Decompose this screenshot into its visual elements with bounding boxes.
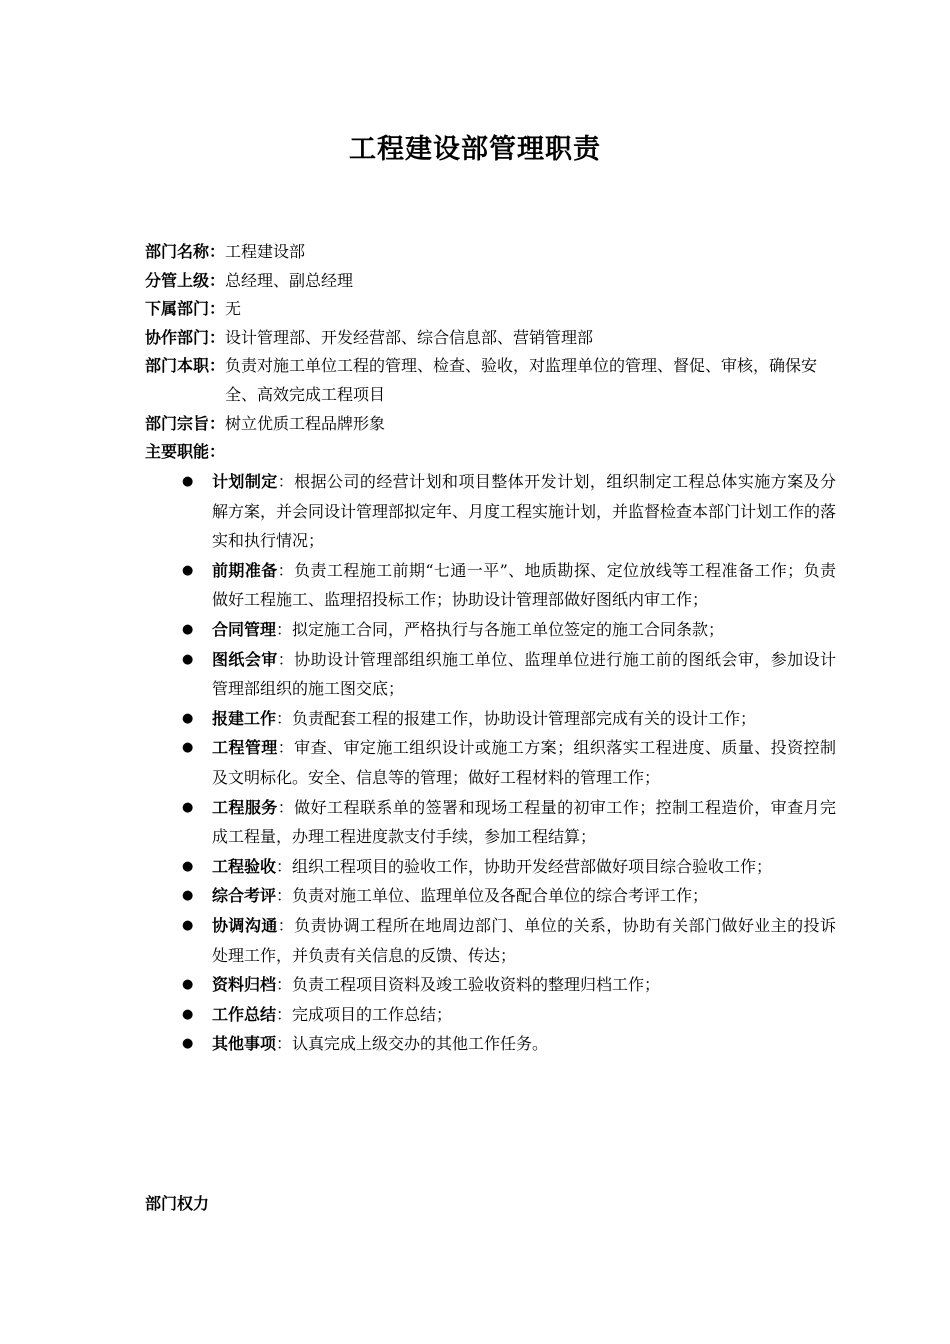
duty-description: ：负责工程施工前期“七通一平”、地质勘探、定位放线等工程准备工作；负责做好工程施工、监理招投标工作；协助设计管理部做好图纸内审工作； [212, 560, 836, 610]
duty-text [212, 881, 836, 911]
duty-name: 综合考评 [212, 886, 277, 906]
info-row-supervisor [145, 267, 835, 296]
duties-list [176, 467, 836, 1059]
duty-description: ：协助设计管理部组织施工单位、监理单位进行施工前的图纸会审，参加设计管理部组织的施工图交底； [212, 649, 836, 699]
duty-text [212, 793, 836, 852]
duty-description: ：完成项目的工作总结； [276, 1004, 453, 1024]
bullet-icon: ● [182, 1036, 194, 1052]
duty-name: 其他事项 [212, 1034, 277, 1054]
duty-description: ：负责对施工单位、监理单位及各配合单位的综合考评工作； [276, 886, 709, 906]
list-item [176, 645, 836, 704]
bullet-icon: ● [182, 740, 194, 756]
list-item [176, 556, 836, 615]
duty-text [212, 1000, 836, 1030]
bullet-icon: ● [182, 917, 194, 933]
duty-text [212, 467, 836, 556]
bullet-icon: ● [182, 888, 194, 904]
list-item [176, 467, 836, 556]
list-item [176, 793, 836, 852]
duty-description: ：做好工程联系单的签署和现场工程量的初审工作；控制工程造价，审查月完成工程量，办理工程进度款支付手续，参加工程结算； [212, 797, 836, 847]
bullet-icon: ● [182, 799, 194, 815]
duty-text [212, 852, 836, 882]
duty-text [212, 911, 836, 970]
duty-text [212, 970, 836, 1000]
info-row-purpose [145, 410, 835, 439]
duty-name: 前期准备 [212, 560, 278, 580]
duty-description: ：负责配套工程的报建工作，协助设计管理部完成有关的设计工作； [276, 708, 757, 728]
info-label: 主要职能 [145, 442, 210, 462]
info-colon: ： [209, 270, 226, 290]
info-label: 部门本职 [145, 356, 210, 376]
list-item [176, 970, 836, 1000]
duty-name: 工程管理 [212, 738, 278, 758]
info-value: 总经理、副总经理 [225, 270, 354, 290]
duty-description: ：负责工程项目资料及竣工验收资料的整理归档工作； [276, 975, 661, 995]
duty-text [212, 615, 836, 645]
info-row-department-name [145, 238, 835, 267]
duty-text [212, 645, 836, 704]
duty-text [212, 1029, 836, 1059]
duty-name: 工程服务 [212, 797, 278, 817]
bullet-icon: ● [182, 977, 194, 993]
duty-description: ：组织工程项目的验收工作，协助开发经营部做好项目综合验收工作； [276, 856, 773, 876]
bullet-icon: ● [182, 1006, 194, 1022]
bullet-icon: ● [182, 474, 194, 489]
bullet-icon: ● [182, 621, 194, 637]
department-info [145, 238, 835, 467]
info-row-cooperation [145, 324, 835, 353]
list-item [176, 1000, 836, 1030]
duty-name: 合同管理 [212, 619, 277, 639]
duty-name: 图纸会审 [212, 649, 278, 669]
duty-description: ：拟定施工合同，严格执行与各施工单位签定的施工合同条款； [276, 619, 725, 639]
info-label: 下属部门 [145, 299, 210, 319]
info-colon: ： [209, 242, 226, 261]
info-colon: ： [209, 327, 226, 347]
duty-description: ：负责协调工程所在地周边部门、单位的关系，协助有关部门做好业主的投诉处理工作，并负责有关信息的反馈、传达； [212, 915, 836, 965]
duty-name: 工程验收 [212, 856, 277, 876]
info-value: 设计管理部、开发经营部、综合信息部、营销管理部 [225, 327, 594, 347]
info-colon: ： [209, 413, 226, 433]
info-row-core-duty [145, 352, 835, 409]
duty-name: 协调沟通 [212, 915, 278, 935]
duty-name: 报建工作 [212, 708, 277, 728]
list-item [176, 704, 836, 734]
duty-text [212, 704, 836, 734]
duty-description: ：审查、审定施工组织设计或施工方案；组织落实工程进度、质量、投资控制及文明标化。安全、信息等的管理；做好工程材料的管理工作； [212, 738, 836, 787]
info-label: 协作部门 [145, 327, 210, 347]
list-item [176, 615, 836, 645]
bullet-icon: ● [182, 710, 194, 726]
duty-name: 计划制定 [212, 472, 278, 491]
info-value: 负责对施工单位工程的管理、检查、验收，对监理单位的管理、督促、审核，确保安全、高效完成工程项目 [225, 356, 818, 404]
info-value: 树立优质工程品牌形象 [225, 413, 386, 433]
info-value: 工程建设部 [225, 242, 306, 261]
info-colon: ： [209, 299, 226, 319]
info-colon: ： [209, 356, 226, 376]
info-row-main-functions [145, 438, 835, 467]
info-colon: ： [209, 442, 226, 462]
section-heading-department-authority: 部门权力 [145, 1194, 210, 1213]
list-item [176, 852, 836, 882]
list-item [176, 733, 836, 792]
bullet-icon: ● [182, 651, 194, 667]
duty-name: 工作总结 [212, 1004, 277, 1024]
duty-name: 资料归档 [212, 975, 277, 995]
duty-text [212, 556, 836, 615]
list-item [176, 911, 836, 970]
info-value: 无 [225, 299, 242, 319]
bullet-icon: ● [182, 562, 194, 578]
info-label: 部门名称 [145, 242, 210, 261]
duty-description: ：认真完成上级交办的其他工作任务。 [276, 1034, 549, 1054]
list-item [176, 881, 836, 911]
document-title: 工程建设部管理职责 [349, 134, 601, 165]
info-label: 分管上级 [145, 270, 210, 290]
info-label: 部门宗旨 [145, 413, 210, 433]
list-item [176, 1029, 836, 1059]
info-row-subordinate [145, 295, 835, 324]
bullet-icon: ● [182, 858, 194, 874]
duty-text [212, 733, 836, 792]
duty-description: ：根据公司的经营计划和项目整体开发计划，组织制定工程总体实施方案及分解方案，并会同设计管理部拟定年、月度工程实施计划，并监督检查本部门计划工作的落实和执行情况； [212, 472, 837, 551]
